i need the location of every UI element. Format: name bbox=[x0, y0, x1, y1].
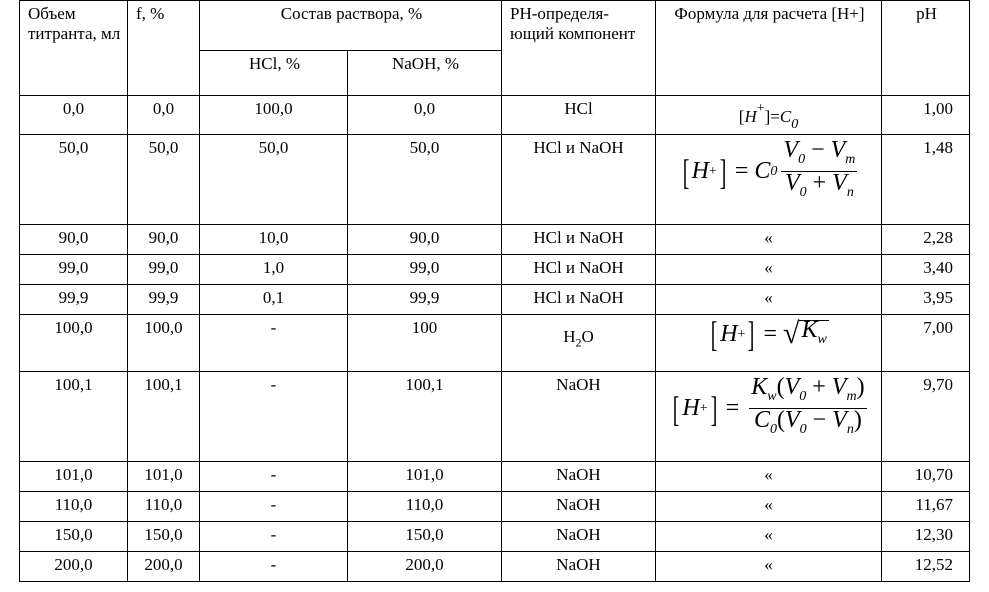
hcl-text: 100,0 bbox=[254, 99, 293, 118]
naoh-cell bbox=[348, 285, 502, 315]
ph-cell bbox=[882, 225, 970, 255]
ph-text: 1,48 bbox=[923, 138, 953, 157]
ph-cell bbox=[882, 315, 970, 372]
ph-cell bbox=[882, 372, 970, 462]
table-row bbox=[20, 492, 970, 522]
volume-text: 100,1 bbox=[54, 375, 93, 394]
naoh-cell bbox=[348, 552, 502, 582]
table-row bbox=[20, 372, 970, 462]
f-cell bbox=[128, 552, 200, 582]
component-cell bbox=[502, 552, 656, 582]
header-hcl-text: HCl, % bbox=[249, 54, 300, 73]
header-composition bbox=[200, 1, 502, 51]
header-ph-text: pH bbox=[916, 4, 937, 23]
component-text: NaOH bbox=[556, 525, 601, 544]
component-text: HCl и NaOH bbox=[533, 288, 624, 307]
hcl-cell bbox=[200, 96, 348, 135]
volume-text: 200,0 bbox=[54, 555, 93, 574]
f-cell bbox=[128, 492, 200, 522]
volume-cell bbox=[20, 96, 128, 135]
component-cell bbox=[502, 135, 656, 225]
header-ph bbox=[882, 1, 970, 96]
naoh-cell bbox=[348, 135, 502, 225]
volume-text: 50,0 bbox=[58, 138, 89, 157]
hcl-cell bbox=[200, 372, 348, 462]
header-naoh bbox=[348, 51, 502, 96]
header-volume-text: Объем титранта, мл bbox=[28, 4, 121, 43]
ph-cell bbox=[882, 522, 970, 552]
f-text: 110,0 bbox=[144, 495, 183, 514]
naoh-cell bbox=[348, 462, 502, 492]
naoh-cell bbox=[348, 522, 502, 552]
hcl-cell bbox=[200, 522, 348, 552]
component-cell bbox=[502, 255, 656, 285]
ph-cell bbox=[882, 492, 970, 522]
ph-text: 12,30 bbox=[914, 525, 953, 544]
volume-cell bbox=[20, 492, 128, 522]
f-cell bbox=[128, 315, 200, 372]
f-cell bbox=[128, 225, 200, 255]
volume-text: 99,9 bbox=[58, 288, 89, 307]
hcl-cell bbox=[200, 552, 348, 582]
ph-cell bbox=[882, 135, 970, 225]
volume-cell bbox=[20, 255, 128, 285]
f-cell bbox=[128, 372, 200, 462]
f-text: 150,0 bbox=[144, 525, 183, 544]
naoh-text: 100,1 bbox=[405, 375, 444, 394]
formula-cell: [ H + ] = C 0 $\frac{V_0 - V_m}{V_0 + V_n}$ bbox=[656, 135, 882, 225]
table-row bbox=[20, 462, 970, 492]
hcl-cell bbox=[200, 492, 348, 522]
header-formula bbox=[656, 1, 882, 96]
hcl-cell bbox=[200, 462, 348, 492]
naoh-text: 99,0 bbox=[409, 258, 440, 277]
formula-cell: [ H + ] = $\frac{K_w(V_0 + V_m)}{C_0(V_0 - V_n)}$ bbox=[656, 372, 882, 462]
f-text: 90,0 bbox=[148, 228, 179, 247]
table-row bbox=[20, 315, 970, 372]
hcl-text: - bbox=[270, 318, 277, 337]
f-cell bbox=[128, 96, 200, 135]
ph-text: 10,70 bbox=[914, 465, 953, 484]
formula-cell bbox=[656, 522, 882, 552]
formula-cell bbox=[656, 462, 882, 492]
header-naoh-text: NaOH, % bbox=[391, 54, 460, 73]
naoh-text: 0,0 bbox=[413, 99, 436, 118]
hcl-text: 50,0 bbox=[258, 138, 289, 157]
ph-text: 3,95 bbox=[923, 288, 953, 307]
volume-text: 0,0 bbox=[62, 99, 85, 118]
volume-cell bbox=[20, 315, 128, 372]
hcl-text: 0,1 bbox=[262, 288, 285, 307]
component-cell bbox=[502, 492, 656, 522]
component-text: HCl и NaOH bbox=[533, 138, 624, 157]
formula-text: « bbox=[764, 495, 773, 514]
titration-table-container bbox=[19, 0, 970, 582]
hcl-cell bbox=[200, 225, 348, 255]
header-composition-text: Состав раствора, % bbox=[280, 4, 423, 23]
naoh-text: 90,0 bbox=[409, 228, 440, 247]
component-cell bbox=[502, 462, 656, 492]
formula-cell bbox=[656, 225, 882, 255]
naoh-text: 100 bbox=[411, 318, 438, 337]
component-cell bbox=[502, 372, 656, 462]
hcl-text: - bbox=[270, 555, 277, 574]
table-row bbox=[20, 225, 970, 255]
f-text: 100,0 bbox=[144, 318, 183, 337]
ph-cell bbox=[882, 285, 970, 315]
ph-text: 12,52 bbox=[914, 555, 953, 574]
component-cell bbox=[502, 225, 656, 255]
f-cell bbox=[128, 255, 200, 285]
volume-cell bbox=[20, 462, 128, 492]
naoh-text: 50,0 bbox=[409, 138, 440, 157]
component-cell bbox=[502, 96, 656, 135]
titration-table bbox=[19, 0, 970, 582]
header-f bbox=[128, 1, 200, 96]
volume-text: 90,0 bbox=[58, 228, 89, 247]
naoh-text: 101,0 bbox=[405, 465, 444, 484]
header-volume bbox=[20, 1, 128, 96]
ph-text: 1,00 bbox=[923, 99, 953, 118]
formula-text: « bbox=[764, 288, 773, 307]
formula-cell: [ H + ] = √ $K_w$ bbox=[656, 315, 882, 372]
volume-cell bbox=[20, 225, 128, 255]
f-text: 101,0 bbox=[144, 465, 183, 484]
ph-cell bbox=[882, 462, 970, 492]
f-cell bbox=[128, 285, 200, 315]
header-f-text: f, % bbox=[136, 4, 165, 23]
volume-cell bbox=[20, 522, 128, 552]
volume-text: 100,0 bbox=[54, 318, 93, 337]
f-text: 99,0 bbox=[148, 258, 179, 277]
ph-text: 9,70 bbox=[923, 375, 953, 394]
f-text: 100,1 bbox=[144, 375, 183, 394]
formula-text: « bbox=[764, 465, 773, 484]
hcl-text: 1,0 bbox=[262, 258, 285, 277]
naoh-text: 200,0 bbox=[405, 555, 444, 574]
naoh-cell bbox=[348, 492, 502, 522]
hcl-cell bbox=[200, 135, 348, 225]
table-row bbox=[20, 522, 970, 552]
component-text: HCl и NaOH bbox=[533, 258, 624, 277]
hcl-cell bbox=[200, 285, 348, 315]
component-text: NaOH bbox=[556, 375, 601, 394]
volume-cell bbox=[20, 372, 128, 462]
naoh-text: 150,0 bbox=[405, 525, 444, 544]
f-text: 99,9 bbox=[148, 288, 179, 307]
f-cell bbox=[128, 522, 200, 552]
table-body bbox=[20, 96, 970, 582]
ph-text: 3,40 bbox=[923, 258, 953, 277]
volume-text: 110,0 bbox=[54, 495, 93, 514]
naoh-text: 99,9 bbox=[409, 288, 440, 307]
ph-cell bbox=[882, 255, 970, 285]
hcl-text: - bbox=[270, 525, 277, 544]
formula-text: « bbox=[764, 525, 773, 544]
formula-cell bbox=[656, 285, 882, 315]
hcl-cell bbox=[200, 315, 348, 372]
naoh-cell bbox=[348, 315, 502, 372]
component-cell bbox=[502, 315, 656, 372]
component-text: NaOH bbox=[556, 495, 601, 514]
component-text: $H_2O$ bbox=[563, 327, 594, 350]
header-component-text: PH-определя-ющий компонент bbox=[510, 4, 636, 43]
volume-cell bbox=[20, 135, 128, 225]
ph-text: 11,67 bbox=[915, 495, 953, 514]
naoh-cell bbox=[348, 372, 502, 462]
ph-text: 2,28 bbox=[923, 228, 953, 247]
component-text: HCl bbox=[564, 99, 593, 118]
f-cell bbox=[128, 135, 200, 225]
f-text: 50,0 bbox=[148, 138, 179, 157]
formula-text: « bbox=[764, 555, 773, 574]
hcl-text: - bbox=[270, 375, 277, 394]
table-row bbox=[20, 135, 970, 225]
f-cell bbox=[128, 462, 200, 492]
table-row bbox=[20, 255, 970, 285]
ph-cell bbox=[882, 552, 970, 582]
ph-text: 7,00 bbox=[923, 318, 953, 337]
ph-cell bbox=[882, 96, 970, 135]
header-component bbox=[502, 1, 656, 96]
header-hcl bbox=[200, 51, 348, 96]
formula-cell bbox=[656, 492, 882, 522]
volume-text: 150,0 bbox=[54, 525, 93, 544]
f-text: 200,0 bbox=[144, 555, 183, 574]
formula-cell: $[H^+]=C_0$ bbox=[656, 96, 882, 135]
volume-text: 99,0 bbox=[58, 258, 89, 277]
naoh-cell bbox=[348, 96, 502, 135]
component-cell bbox=[502, 285, 656, 315]
hcl-text: - bbox=[270, 465, 277, 484]
component-text: HCl и NaOH bbox=[533, 228, 624, 247]
volume-text: 101,0 bbox=[54, 465, 93, 484]
table-row bbox=[20, 96, 970, 135]
header-formula-text: Формула для расчета [H+] bbox=[674, 4, 865, 23]
hcl-cell bbox=[200, 255, 348, 285]
formula-text: « bbox=[764, 228, 773, 247]
formula-cell bbox=[656, 255, 882, 285]
naoh-text: 110,0 bbox=[405, 495, 444, 514]
component-text: NaOH bbox=[556, 465, 601, 484]
table-row bbox=[20, 285, 970, 315]
volume-cell bbox=[20, 285, 128, 315]
formula-text: « bbox=[764, 258, 773, 277]
f-text: 0,0 bbox=[152, 99, 175, 118]
formula-cell bbox=[656, 552, 882, 582]
volume-cell bbox=[20, 552, 128, 582]
naoh-cell bbox=[348, 255, 502, 285]
naoh-cell bbox=[348, 225, 502, 255]
hcl-text: 10,0 bbox=[258, 228, 289, 247]
component-cell bbox=[502, 522, 656, 552]
hcl-text: - bbox=[270, 495, 277, 514]
table-row bbox=[20, 552, 970, 582]
component-text: NaOH bbox=[556, 555, 601, 574]
